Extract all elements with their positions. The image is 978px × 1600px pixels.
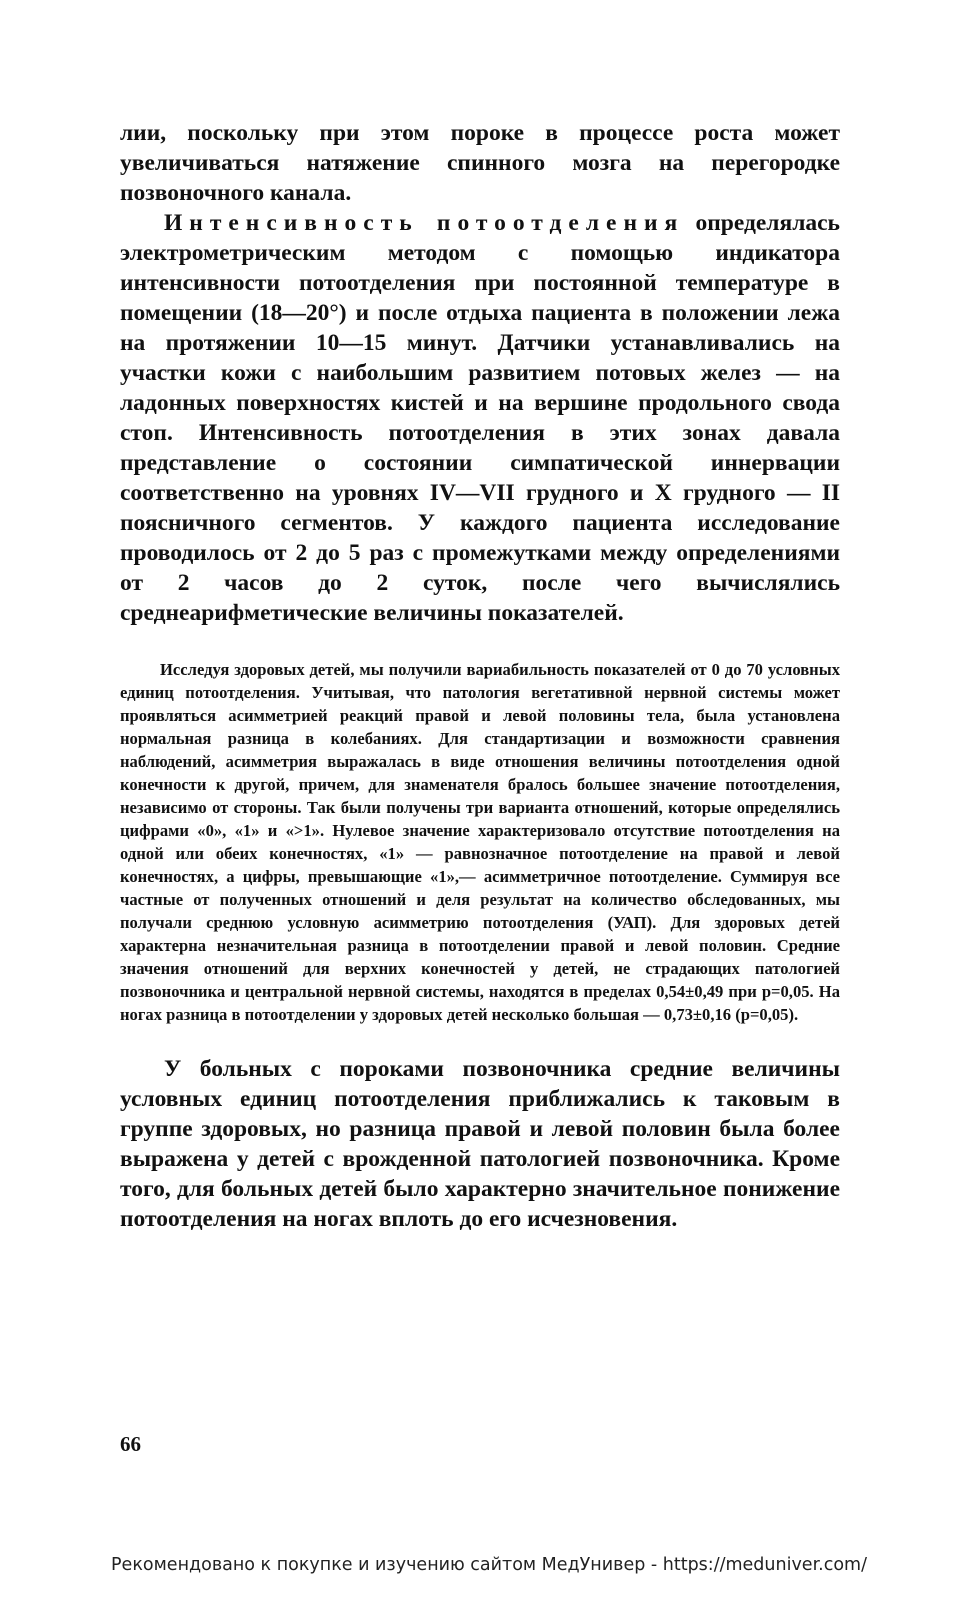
spaced-term: Интенсивность потоотделения	[164, 210, 685, 236]
page-body	[120, 118, 840, 1234]
small-print-block: Исследуя здоровых детей, мы получили вариабильность показателей от 0 до 70 условных единиц потоотделения. Учитывая, что патология вегетативной нервной системы может проявляться асимметрией реакций правой и левой половины тела, была установлена нормальная разница в колебаниях. Для стандартизации и возможности сравнения наблюдений, асимметрия выражалась в виде отношения величины потоотделения одной конечности к другой, причем, для знаменателя бралось большее значение потоотделения, независимо от стороны. Так были получены три варианта отношений, которые определялись цифрами «0», «1» и «>1». Нулевое значение характеризовало отсутствие потоотделения на одной или обеих конечностях, «1» — равнозначное потоотделение на правой и левой конечностях, а цифры, превышающие «1»,— асимметричное потоотделение. Суммируя все частные от полученных отношений и деля результат на количество обследованных, мы получали среднюю условную асимметрию потоотделения (УАП). Для здоровых детей характерна незначительная разница в потоотделении правой и левой половин. Средние значения отношений для верхних конечностей у детей, не страдающих патологией позвоночника и центральной нервной системы, находятся в пределах 0,54±0,49 при p=0,05. На ногах разница в потоотделении у здоровых детей несколько большая — 0,73±0,16 (p=0,05).	[120, 660, 840, 1024]
paragraph-sweat-intensity	[120, 208, 840, 628]
page-number: 66	[120, 1432, 141, 1456]
paragraph-patients: У больных с пороками позвоночника средние величины условных единиц потоотделения приближались к таковым в группе здоровых, но разница правой и левой половин была более выражена у детей с врожденной патологией позвоночника. Кроме того, для больных детей было характерно значительное понижение потоотделения на ногах вплоть до его исчезновения.	[120, 1056, 840, 1232]
footer-watermark: Рекомендовано к покупке и изучению сайтом МедУнивер - https://meduniver.com/	[111, 1555, 867, 1575]
paragraph-continuation: лии, поскольку при этом пороке в процессе роста может увеличиваться натяжение спинного мозга на перегородке позвоночного канала.	[120, 120, 840, 206]
paragraph-sweat-intensity-text: определялась электрометрическим методом с помощью индикатора интенсивности потоотделения при постоянной температуре в помещении (18—20°) и после отдыха пациента в положении лежа на протяжении 10—15 минут. Датчики устанавливались на участки кожи с наибольшим развитием потовых желез — на ладонных поверхностях кистей и на вершине продольного свода стоп. Интенсивность потоотделения в этих зонах давала представление о состоянии симпатической иннервации соответственно на уровнях IV—VII грудного и X грудного — II поясничного сегментов. У каждого пациента исследование проводилось от 2 до 5 раз с промежутками между определениями от 2 часов до 2 суток, после чего вычислялись среднеарифметические величины показателей.	[120, 210, 840, 626]
